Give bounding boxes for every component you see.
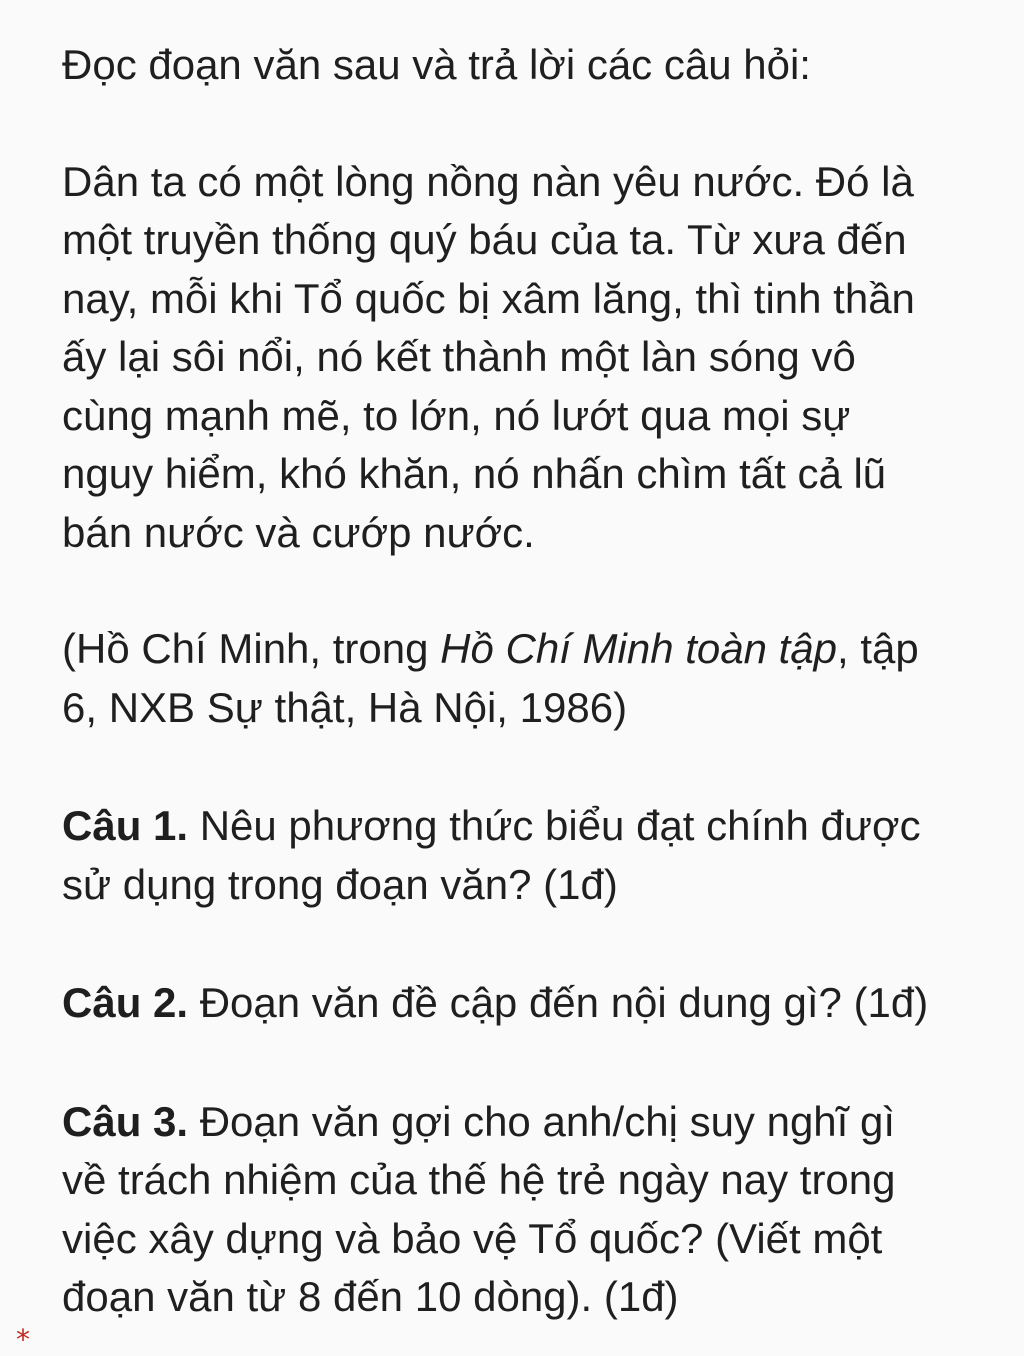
question-text: đoạn văn từ 8 đến 10 dòng). (1đ): [62, 1273, 679, 1320]
question-text: Đoạn văn gợi cho anh/chị suy nghĩ gì: [188, 1097, 896, 1145]
citation-book-title: Hồ Chí Minh toàn tập: [440, 625, 838, 672]
instruction-text: Đọc đoạn văn sau và trả lời các câu hỏi:: [62, 41, 811, 88]
question-label: Câu 1.: [62, 802, 189, 849]
question-label: Câu 3.: [62, 1097, 189, 1145]
passage-line: nay, mỗi khi Tổ quốc bị xâm lăng, thì tinh thần: [62, 274, 915, 322]
passage-line: bán nước và cướp nước.: [62, 508, 535, 556]
passage-line: Dân ta có một lòng nồng nàn yêu nước. Đó là: [62, 157, 914, 205]
reading-passage: [62, 153, 992, 563]
passage-line: cùng mạnh mẽ, to lớn, nó lướt qua mọi sự: [62, 391, 851, 439]
citation-prefix: (Hồ Chí Minh, trong: [62, 625, 441, 672]
question-2: [62, 974, 992, 1033]
question-text: việc xây dựng và bảo vệ Tổ quốc? (Viết một: [62, 1214, 883, 1262]
citation-suffix: , tập: [837, 625, 919, 672]
passage-line: nguy hiểm, khó khăn, nó nhấn chìm tất cả lũ: [62, 450, 887, 497]
passage-line: một truyền thống quý báu của ta. Từ xưa đến: [62, 216, 907, 263]
question-1: [62, 797, 992, 914]
question-text: về trách nhiệm của thế hệ trẻ ngày nay trong: [62, 1156, 896, 1203]
passage-line: ấy lại sôi nổi, nó kết thành một làn sóng vô: [62, 333, 856, 380]
document-body: [62, 36, 992, 1327]
question-text: Nêu phương thức biểu đạt chính được: [188, 802, 921, 849]
citation-publisher: 6, NXB Sự thật, Hà Nội, 1986): [62, 683, 628, 731]
source-citation: [62, 620, 992, 737]
question-text: Đoạn văn đề cập đến nội dung gì? (1đ): [188, 979, 929, 1026]
question-3: [62, 1093, 992, 1327]
question-label: Câu 2.: [62, 979, 189, 1026]
question-text: sử dụng trong đoạn văn? (1đ): [62, 860, 618, 908]
asterisk-marker: *: [16, 1323, 30, 1356]
